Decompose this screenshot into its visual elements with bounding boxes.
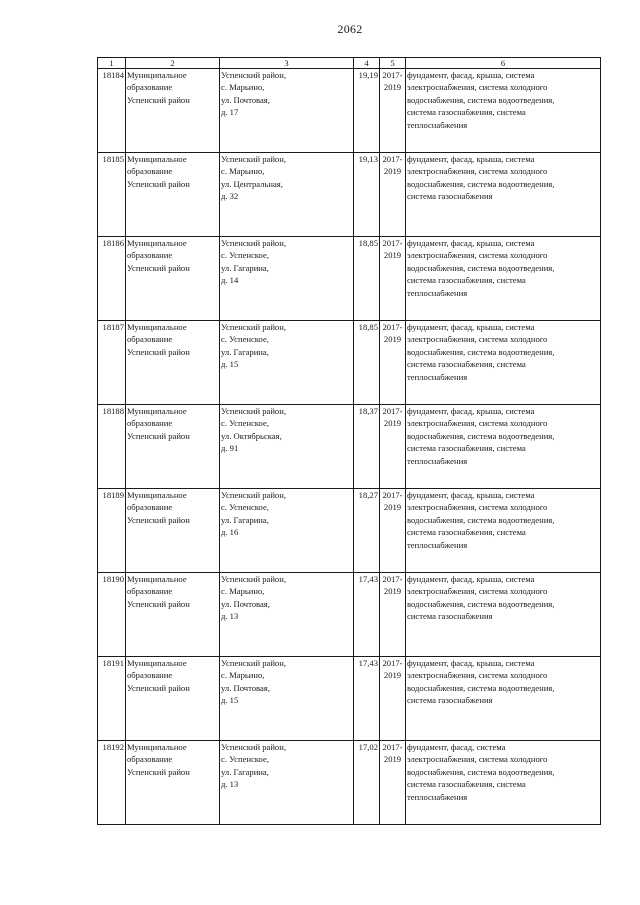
period-line: 2017-: [382, 322, 403, 332]
works-line: водоснабжения, система водоотведения,: [407, 598, 555, 609]
area-cell: 17,43: [354, 657, 380, 741]
municipality-line: образование: [127, 754, 173, 765]
municipality-line: Муниципальное: [127, 742, 187, 752]
works-line: теплоснабжения: [407, 119, 468, 130]
municipality-line: Муниципальное: [127, 322, 187, 332]
works-line: электроснабжения, система холодного: [407, 502, 548, 513]
address-line: Успенский район,: [221, 658, 286, 668]
record-number-cell: 18190: [98, 573, 126, 657]
period-cell: [380, 741, 406, 825]
municipality-cell: [126, 405, 220, 489]
address-cell: [220, 489, 354, 573]
works-cell: [406, 237, 601, 321]
municipality-line: образование: [127, 250, 173, 261]
address-line: ул. Гагарина,: [221, 262, 269, 273]
works-line: система газоснабжения, система: [407, 359, 526, 370]
municipality-line: Успенский район: [127, 94, 190, 105]
address-line: ул. Почтовая,: [221, 94, 270, 105]
area-cell: 17,02: [354, 741, 380, 825]
period-cell: [380, 237, 406, 321]
works-line: водоснабжения, система водоотведения,: [407, 262, 555, 273]
address-line: ул. Октябрьская,: [221, 430, 282, 441]
period-line: 2017-: [382, 658, 403, 668]
table-header: [98, 58, 601, 69]
municipality-cell: [126, 573, 220, 657]
municipality-line: Успенский район: [127, 430, 190, 441]
works-line: система газоснабжения, система: [407, 443, 526, 454]
period-line: 2017-: [382, 742, 403, 752]
area-cell: 17,43: [354, 573, 380, 657]
record-number-cell: 18192: [98, 741, 126, 825]
address-line: ул. Гагарина,: [221, 346, 269, 357]
works-line: водоснабжения, система водоотведения,: [407, 346, 555, 357]
address-line: д. 32: [221, 191, 239, 202]
address-line: ул. Почтовая,: [221, 598, 270, 609]
period-cell: [380, 573, 406, 657]
municipality-line: образование: [127, 166, 173, 177]
table-row: [98, 237, 601, 321]
works-cell: [406, 153, 601, 237]
column-header: 1: [98, 58, 126, 69]
period-line: 2019: [383, 250, 402, 261]
address-line: д. 15: [221, 359, 239, 370]
record-number-cell: 18185: [98, 153, 126, 237]
address-line: с. Успенское,: [221, 754, 269, 765]
works-line: электроснабжения, система холодного: [407, 166, 548, 177]
address-cell: [220, 573, 354, 657]
address-line: Успенский район,: [221, 70, 286, 80]
address-line: с. Успенское,: [221, 334, 269, 345]
works-line: фундамент, фасад, крыша, система: [407, 154, 535, 164]
address-line: ул. Гагарина,: [221, 766, 269, 777]
table-row: [98, 573, 601, 657]
column-header: 6: [406, 58, 601, 69]
period-cell: [380, 657, 406, 741]
municipality-line: Успенский район: [127, 178, 190, 189]
works-line: система газоснабжения, система: [407, 275, 526, 286]
address-line: ул. Центральная,: [221, 178, 283, 189]
address-line: д. 91: [221, 443, 239, 454]
period-line: 2019: [383, 418, 402, 429]
works-line: теплоснабжения: [407, 371, 468, 382]
area-cell: 19,13: [354, 153, 380, 237]
period-line: 2019: [383, 502, 402, 513]
period-line: 2017-: [382, 406, 403, 416]
municipality-line: образование: [127, 502, 173, 513]
municipality-line: Муниципальное: [127, 490, 187, 500]
municipality-cell: [126, 321, 220, 405]
column-header: 2: [126, 58, 220, 69]
record-number-cell: 18187: [98, 321, 126, 405]
municipality-line: Успенский район: [127, 262, 190, 273]
address-line: ул. Почтовая,: [221, 682, 270, 693]
period-line: 2017-: [382, 574, 403, 584]
works-line: водоснабжения, система водоотведения,: [407, 682, 555, 693]
works-cell: [406, 405, 601, 489]
period-line: 2019: [383, 670, 402, 681]
works-line: фундамент, фасад, крыша, система: [407, 490, 535, 500]
works-cell: [406, 489, 601, 573]
works-line: фундамент, фасад, система: [407, 742, 506, 752]
period-line: 2017-: [382, 70, 403, 80]
address-line: д. 17: [221, 107, 239, 118]
period-cell: [380, 321, 406, 405]
municipality-line: образование: [127, 82, 173, 93]
period-line: 2019: [383, 754, 402, 765]
period-cell: [380, 153, 406, 237]
works-line: электроснабжения, система холодного: [407, 586, 548, 597]
address-line: ул. Гагарина,: [221, 514, 269, 525]
municipality-cell: [126, 741, 220, 825]
period-line: 2019: [383, 586, 402, 597]
municipality-line: Успенский район: [127, 682, 190, 693]
record-number-cell: 18186: [98, 237, 126, 321]
works-line: система газоснабжения: [407, 611, 493, 622]
address-line: Успенский район,: [221, 406, 286, 416]
municipality-line: образование: [127, 586, 173, 597]
record-number-cell: 18184: [98, 69, 126, 153]
municipality-line: образование: [127, 670, 173, 681]
municipality-cell: [126, 657, 220, 741]
address-line: с. Марьино,: [221, 166, 265, 177]
works-cell: [406, 573, 601, 657]
address-line: Успенский район,: [221, 238, 286, 248]
municipality-line: Муниципальное: [127, 154, 187, 164]
municipality-line: Муниципальное: [127, 658, 187, 668]
works-line: электроснабжения, система холодного: [407, 670, 548, 681]
address-line: с. Успенское,: [221, 502, 269, 513]
municipality-line: Успенский район: [127, 514, 190, 525]
area-cell: 18,37: [354, 405, 380, 489]
area-cell: 19,19: [354, 69, 380, 153]
period-cell: [380, 405, 406, 489]
table-row: [98, 657, 601, 741]
column-header: 3: [220, 58, 354, 69]
period-line: 2019: [383, 166, 402, 177]
works-line: теплоснабжения: [407, 791, 468, 802]
address-line: Успенский район,: [221, 490, 286, 500]
works-line: электроснабжения, система холодного: [407, 334, 548, 345]
municipality-cell: [126, 489, 220, 573]
works-line: электроснабжения, система холодного: [407, 82, 548, 93]
works-line: фундамент, фасад, крыша, система: [407, 322, 535, 332]
works-cell: [406, 741, 601, 825]
registry-table: [97, 57, 601, 825]
municipality-line: Успенский район: [127, 598, 190, 609]
address-line: Успенский район,: [221, 322, 286, 332]
works-line: водоснабжения, система водоотведения,: [407, 430, 555, 441]
works-line: фундамент, фасад, крыша, система: [407, 406, 535, 416]
column-header: 5: [380, 58, 406, 69]
works-line: водоснабжения, система водоотведения,: [407, 94, 555, 105]
area-cell: 18,27: [354, 489, 380, 573]
period-line: 2017-: [382, 238, 403, 248]
period-cell: [380, 489, 406, 573]
address-cell: [220, 153, 354, 237]
address-cell: [220, 237, 354, 321]
municipality-cell: [126, 237, 220, 321]
address-cell: [220, 69, 354, 153]
address-line: с. Успенское,: [221, 250, 269, 261]
table-row: [98, 153, 601, 237]
works-line: теплоснабжения: [407, 455, 468, 466]
address-cell: [220, 741, 354, 825]
address-line: д. 13: [221, 779, 239, 790]
address-line: с. Успенское,: [221, 418, 269, 429]
period-line: 2017-: [382, 154, 403, 164]
period-line: 2017-: [382, 490, 403, 500]
address-line: с. Марьино,: [221, 670, 265, 681]
address-line: Успенский район,: [221, 742, 286, 752]
municipality-line: Успенский район: [127, 766, 190, 777]
address-cell: [220, 405, 354, 489]
header-row: [98, 58, 601, 69]
table-row: [98, 405, 601, 489]
works-line: водоснабжения, система водоотведения,: [407, 766, 555, 777]
works-line: система газоснабжения, система: [407, 107, 526, 118]
record-number-cell: 18189: [98, 489, 126, 573]
works-line: электроснабжения, система холодного: [407, 250, 548, 261]
address-line: Успенский район,: [221, 574, 286, 584]
address-line: с. Марьино,: [221, 586, 265, 597]
address-line: д. 13: [221, 611, 239, 622]
works-line: система газоснабжения, система: [407, 527, 526, 538]
works-line: водоснабжения, система водоотведения,: [407, 514, 555, 525]
works-line: электроснабжения, система холодного: [407, 418, 548, 429]
period-cell: [380, 69, 406, 153]
works-line: водоснабжения, система водоотведения,: [407, 178, 555, 189]
area-cell: 18,85: [354, 237, 380, 321]
address-cell: [220, 657, 354, 741]
works-line: теплоснабжения: [407, 287, 468, 298]
address-line: Успенский район,: [221, 154, 286, 164]
municipality-line: Муниципальное: [127, 406, 187, 416]
table-row: [98, 321, 601, 405]
period-line: 2019: [383, 334, 402, 345]
works-line: электроснабжения, система холодного: [407, 754, 548, 765]
works-line: фундамент, фасад, крыша, система: [407, 238, 535, 248]
municipality-line: образование: [127, 418, 173, 429]
works-line: система газоснабжения: [407, 191, 493, 202]
address-line: д. 15: [221, 695, 239, 706]
table-row: [98, 489, 601, 573]
table-row: [98, 69, 601, 153]
address-cell: [220, 321, 354, 405]
works-cell: [406, 69, 601, 153]
page-number: 2062: [337, 22, 363, 36]
municipality-line: Муниципальное: [127, 238, 187, 248]
works-line: система газоснабжения: [407, 695, 493, 706]
municipality-line: Муниципальное: [127, 70, 187, 80]
municipality-line: Успенский район: [127, 346, 190, 357]
works-line: фундамент, фасад, крыша, система: [407, 658, 535, 668]
record-number-cell: 18191: [98, 657, 126, 741]
municipality-cell: [126, 69, 220, 153]
address-line: д. 16: [221, 527, 239, 538]
municipality-line: Муниципальное: [127, 574, 187, 584]
address-line: с. Марьино,: [221, 82, 265, 93]
municipality-line: образование: [127, 334, 173, 345]
works-line: теплоснабжения: [407, 539, 468, 550]
table-row: [98, 741, 601, 825]
municipality-cell: [126, 153, 220, 237]
area-cell: 18,85: [354, 321, 380, 405]
works-line: фундамент, фасад, крыша, система: [407, 70, 535, 80]
column-header: 4: [354, 58, 380, 69]
table-body: [98, 69, 601, 825]
works-line: фундамент, фасад, крыша, система: [407, 574, 535, 584]
record-number-cell: 18188: [98, 405, 126, 489]
period-line: 2019: [383, 82, 402, 93]
works-cell: [406, 657, 601, 741]
works-cell: [406, 321, 601, 405]
works-line: система газоснабжения, система: [407, 779, 526, 790]
address-line: д. 14: [221, 275, 239, 286]
